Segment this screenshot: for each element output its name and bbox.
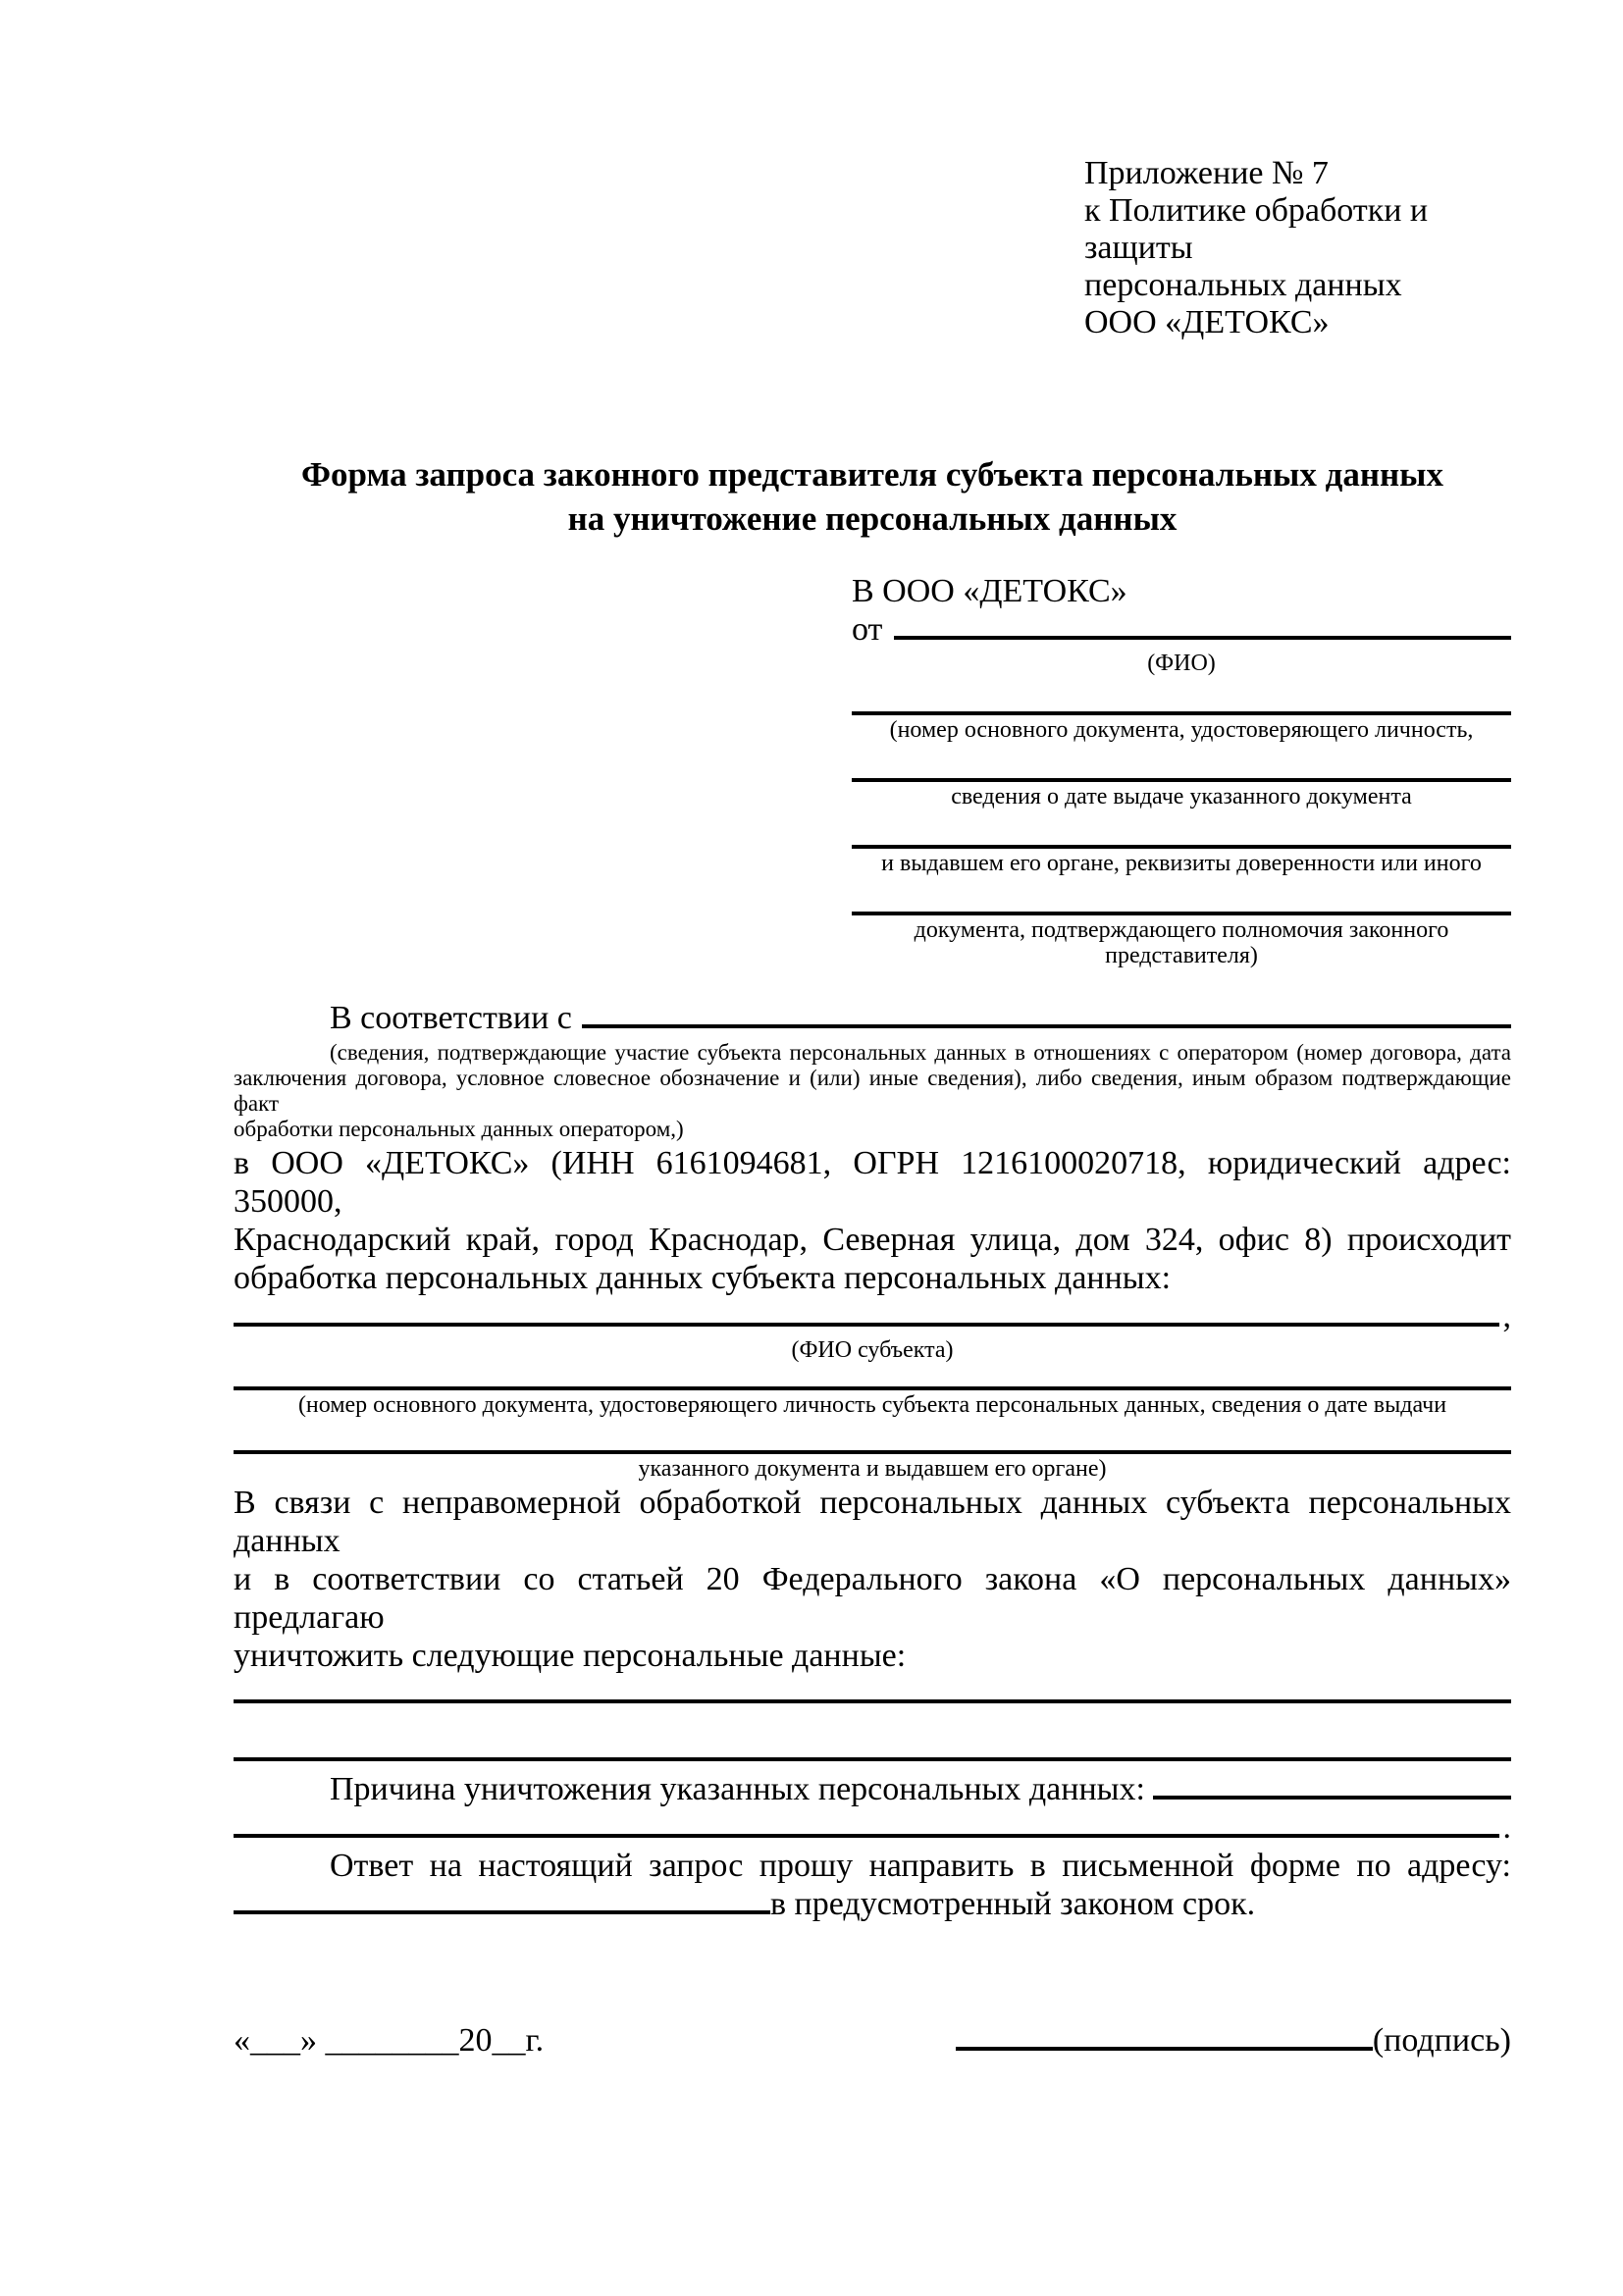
response-paragraph (234, 1847, 1511, 1923)
addressee-to: В ООО «ДЕТОКС» (852, 573, 1127, 609)
operator-paragraph (234, 1144, 1511, 1297)
data-blank-line-1 (234, 1699, 1511, 1703)
request-paragraph (234, 1484, 1511, 1675)
signature-blank-line (956, 2047, 1373, 2051)
subject-fio-row (234, 1297, 1511, 1335)
reason-blank-line (1153, 1796, 1511, 1800)
reason-row (234, 1770, 1511, 1808)
representative-doc-caption-3: и выдавшем его органе, реквизиты доверенности или иного (881, 851, 1482, 876)
representative-doc-blank-line-4 (852, 912, 1511, 915)
accordance-lead: В соответствии с (330, 1000, 572, 1036)
form-title (234, 452, 1511, 541)
reason-continuation-row (234, 1808, 1511, 1847)
subject-doc-caption-1: (номер основного документа, удостоверяющего личность субъекта персональных данных, сведения о дате выдачи (297, 1392, 1447, 1418)
appendix-block (1084, 155, 1511, 341)
trailing-period: . (1502, 1809, 1511, 1846)
accordance-blank-line (582, 1024, 1511, 1028)
request-paragraph-line-1: В связи с неправомерной обработкой персональных данных субъекта персональных данных (234, 1485, 1511, 1559)
document-content (0, 155, 1623, 2060)
accordance-note-line-3: обработки персональных данных оператором,) (234, 1117, 684, 1141)
reason-lead: Причина уничтожения указанных персональных данных: (330, 1771, 1145, 1807)
fio-caption: (ФИО) (1147, 651, 1216, 676)
representative-doc-blank-line-3 (852, 845, 1511, 849)
from-blank-line (894, 636, 1511, 640)
addressee-block (852, 572, 1511, 968)
appendix-line-1: Приложение № 7 (1084, 155, 1329, 191)
date-line: «___» ________20__г. (234, 2022, 545, 2059)
response-address-row (234, 1885, 1511, 1923)
representative-doc-blank-line-2 (852, 778, 1511, 782)
subject-fio-caption: (ФИО субъекта) (791, 1337, 954, 1363)
representative-doc-caption-4: документа, подтверждающего полномочия законного представителя) (914, 917, 1449, 968)
data-blank-line-2 (234, 1757, 1511, 1761)
form-title-line-2: на уничтожение персональных данных (567, 499, 1178, 538)
operator-paragraph-line-3: обработка персональных данных субъекта персональных данных: (234, 1260, 1172, 1296)
addressee-from-row (852, 610, 1511, 649)
form-title-line-1: Форма запроса законного представителя субъекта персональных данных (301, 455, 1443, 494)
appendix-line-4: ООО «ДЕТОКС» (1084, 304, 1330, 340)
accordance-note-line-1: (сведения, подтверждающие участие субъекта персональных данных в отношениях с оператором (номер договора, дата (330, 1040, 1511, 1065)
operator-paragraph-line-2: Краснодарский край, город Краснодар, Северная улица, дом 324, офис 8) происходит (234, 1222, 1511, 1258)
signature-caption: (подпись) (1372, 2022, 1511, 2059)
representative-doc-caption-1: (номер основного документа, удостоверяющего личность, (889, 717, 1474, 743)
subject-doc-caption-2: указанного документа и выдавшем его органе) (638, 1456, 1107, 1482)
accordance-note (234, 1040, 1511, 1142)
from-label: от (852, 611, 883, 648)
trailing-comma: , (1502, 1298, 1511, 1334)
reason-continuation-blank-line (234, 1834, 1499, 1838)
representative-doc-blank-line-1 (852, 711, 1511, 715)
footer-row (234, 2021, 1511, 2060)
appendix-line-2: к Политике обработки и защиты (1084, 192, 1429, 266)
appendix-line-3: персональных данных (1084, 267, 1402, 303)
subject-doc-blank-line-1 (234, 1386, 1511, 1390)
response-address-blank-line (234, 1910, 770, 1914)
accordance-row (234, 999, 1511, 1037)
subject-fio-blank-line (234, 1323, 1499, 1327)
accordance-note-line-2: заключения договора, условное словесное обозначение и (или) иные сведения), либо сведения, иным образом подтверждающие факт (234, 1066, 1511, 1116)
response-paragraph-line-1: Ответ на настоящий запрос прошу направить в письменной форме по адресу: (330, 1848, 1511, 1884)
response-tail: в предусмотренный законом срок. (770, 1886, 1256, 1922)
operator-paragraph-line-1: в ООО «ДЕТОКС» (ИНН 6161094681, ОГРН 1216100020718, юридический адрес: 350000, (234, 1145, 1511, 1220)
representative-doc-caption-2: сведения о дате выдаче указанного документа (951, 784, 1412, 809)
request-paragraph-line-3: уничтожить следующие персональные данные: (234, 1638, 907, 1674)
request-paragraph-line-2: и в соответствии со статьей 20 Федерального закона «О персональных данных» предлагаю (234, 1561, 1511, 1636)
subject-doc-blank-line-2 (234, 1450, 1511, 1454)
